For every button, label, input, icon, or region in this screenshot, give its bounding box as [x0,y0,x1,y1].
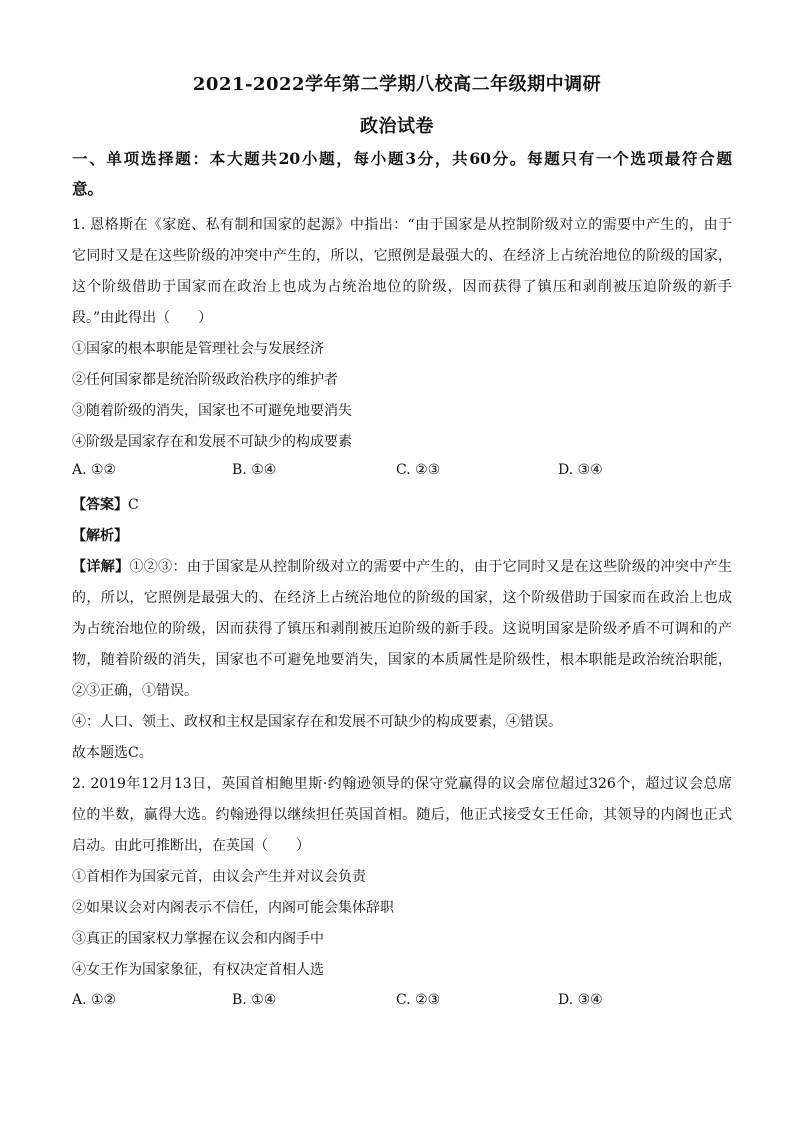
q1-stem-line: 1. 恩格斯在《家庭、私有制和国家的起源》中指出：“由于国家是从控制阶级对立的需要中产生的，由于 [72,217,732,233]
answer-value: C [128,497,139,513]
q1-option-d: D. ③④ [558,462,603,478]
q2-option-a: A. ①② [72,992,117,1008]
section-heading-line: 意。 [72,179,104,198]
detail-label: 【详解】 [72,559,130,575]
q1-answer [72,494,732,514]
analysis-label: 【解析】 [72,528,128,544]
q2-stem-line: 2. 2019年12月13日，英国首相鲍里斯·约翰逊领导的保守党赢得的议会席位超过326个，超过议会总席 [72,776,732,792]
q1-option-c: C. ②③ [396,462,441,478]
q1-stem-line: 段。”由此得出（ ） [72,310,213,326]
q1-detail-line: ④：人口、领土、政权和主权是国家存在和发展不可缺少的构成要素，④错误。 [72,714,562,730]
q1-statement: ③随着阶级的消失，国家也不可避免地要消失 [72,403,352,419]
q1-detail-line [72,556,732,576]
q1-statement: ④阶级是国家存在和发展不可缺少的构成要素 [72,434,352,450]
section-heading-line: 一、单项选择题：本大题共20小题，每小题3分，共60分。每题只有一个选项最符合题 [72,149,732,168]
q2-statement: ③真正的国家权力掌握在议会和内阁手中 [72,931,324,947]
detail-text: ①②③：由于国家是从控制阶级对立的需要中产生的，由于它同时又是在这些阶级的冲突中产生 [129,559,733,575]
q2-option-d: D. ③④ [558,992,603,1008]
q2-statement: ④女王作为国家象征，有权决定首相人选 [72,962,324,978]
section-heading [72,144,732,204]
q2-option-c: C. ②③ [396,992,441,1008]
q2-option-b: B. ①④ [232,992,277,1008]
q1-stem-line: 这个阶级借助于国家而在政治上也成为占统治地位的阶级，因而获得了镇压和剥削被压迫阶级的新手 [72,279,732,295]
q1-detail-line: 为占统治地位的阶级，因而获得了镇压和剥削被压迫阶级的新手段。这说明国家是阶级矛盾不可调和的产 [72,621,732,637]
q1-detail-line: ②③正确，①错误。 [72,683,198,699]
q1-detail-line: 物，随着阶级的消失，国家也不可避免地要消失，国家的本质属性是阶级性，根本职能是政治统治职能， [72,652,732,668]
q1-stem-line: 它同时又是在这些阶级的冲突中产生的，所以，它照例是最强大的、在经济上占统治地位的阶级的国家， [72,248,732,264]
exam-title: 2021-2022学年第二学期八校高二年级期中调研 [192,74,602,95]
q1-statement: ②任何国家都是统治阶级政治秩序的维护者 [72,372,338,388]
q2-statement: ①首相作为国家元首，由议会产生并对议会负责 [72,869,366,885]
q2-statement: ②如果议会对内阁表示不信任，内阁可能会集体辞职 [72,900,394,916]
q1-option-b: B. ①④ [232,462,277,478]
answer-label: 【答案】 [72,497,128,513]
q2-stem-line: 位的半数，赢得大选。约翰逊得以继续担任英国首相。随后，他正式接受女王任命，其领导的内阁也正式 [72,807,732,823]
q1-detail-line: 故本题选C。 [72,745,153,761]
exam-subtitle: 政治试卷 [360,116,434,137]
q1-option-a: A. ①② [72,462,117,478]
q2-stem-line: 启动。由此可推断出，在英国（ ） [72,838,310,854]
q1-detail-line: 的，所以，它照例是最强大的、在经济上占统治地位的阶级的国家，这个阶级借助于国家而在政治上也成 [72,590,732,606]
q1-analysis-label [72,525,732,545]
q1-statement: ①国家的根本职能是管理社会与发展经济 [72,341,324,357]
